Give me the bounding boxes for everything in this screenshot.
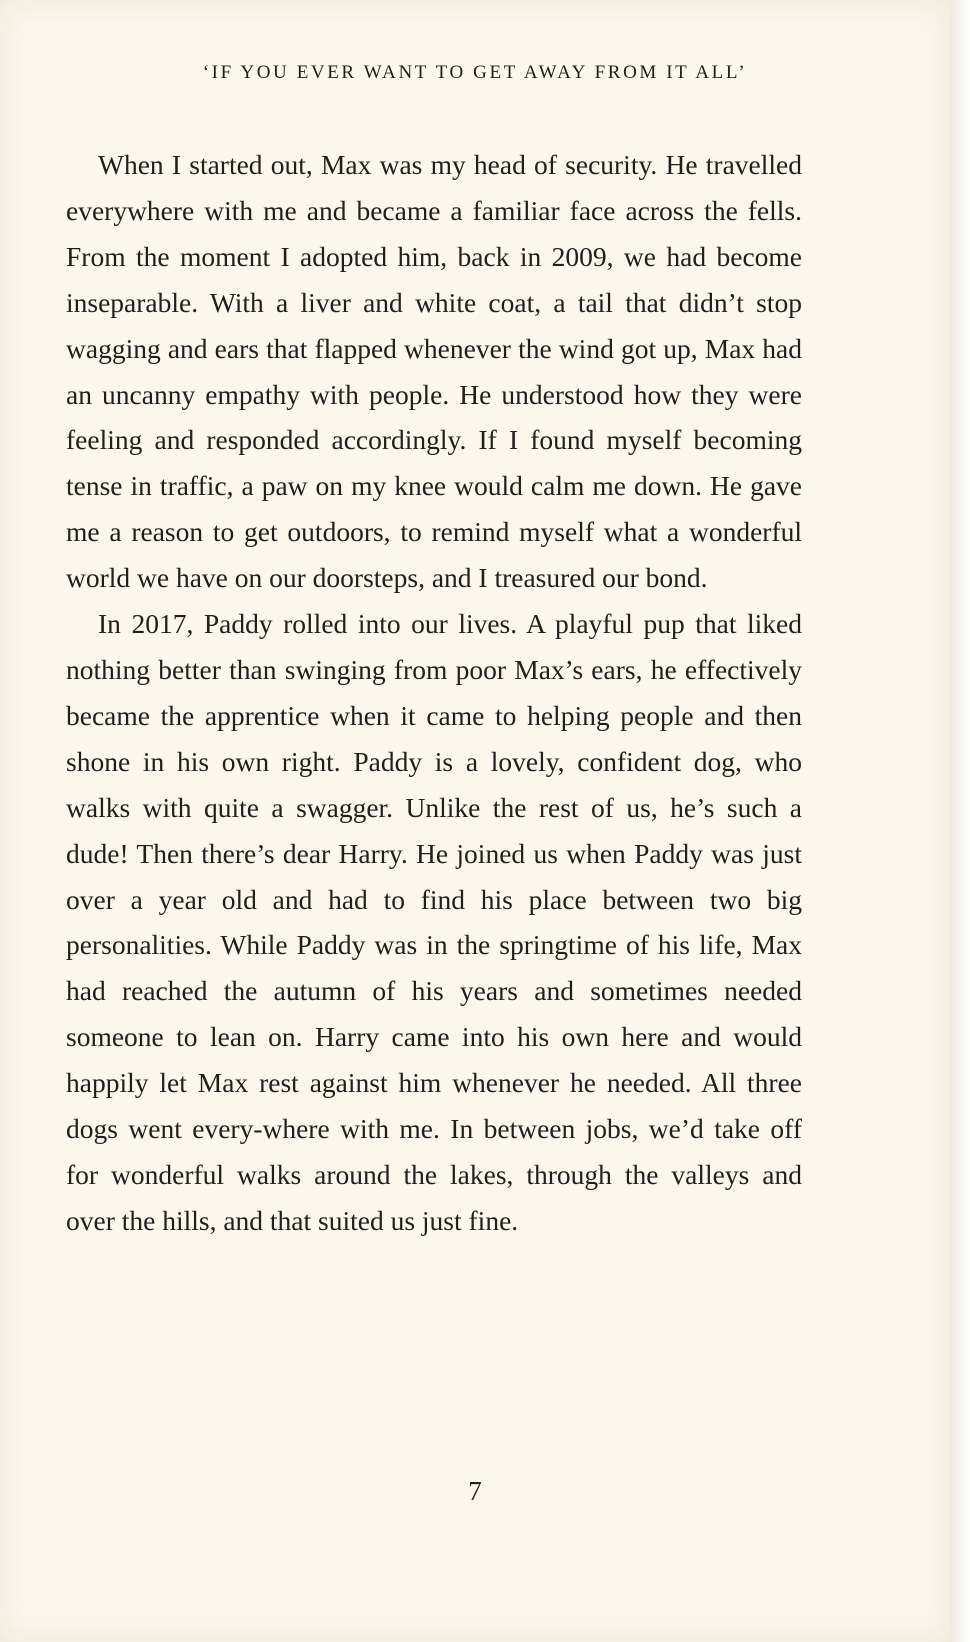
body-text	[66, 142, 802, 1244]
page-edge	[950, 0, 970, 1642]
paragraph: When I started out, Max was my head of security. He travelled everywhere with me and became a familiar face across the fells. From the moment I adopted him, back in 2009, we had become inseparable. With a liver and white coat, a tail that didn’t stop wagging and ears that flapped whenever the wind got up, Max had an uncanny empathy with people. He understood how they were feeling and responded accordingly. If I found myself becoming tense in traffic, a paw on my knee would calm me down. He gave me a reason to get outdoors, to remind myself what a wonderful world we have on our doorsteps, and I treasured our bond.	[66, 149, 802, 594]
page-number: 7	[468, 1476, 482, 1506]
paragraph: In 2017, Paddy rolled into our lives. A playful pup that liked nothing better than swinging from poor Max’s ears, he effectively became the apprentice when it came to helping people and then shone in his own right. Paddy is a lovely, confident dog, who walks with quite a swagger. Unlike the rest of us, he’s such a dude! Then there’s dear Harry. He joined us when Paddy was just over a year old and had to find his place between two big personalities. While Paddy was in the springtime of his life, Max had reached the autumn of his years and sometimes needed someone to lean on. Harry came into his own here and would happily let Max rest against him whenever he needed. All three dogs went every-where with me. In between jobs, we’d take off for wonderful walks around the lakes, through the valleys and over the hills, and that suited us just fine.	[66, 608, 802, 1236]
running-head: ‘IF YOU EVER WANT TO GET AWAY FROM IT ALL’	[202, 62, 748, 83]
